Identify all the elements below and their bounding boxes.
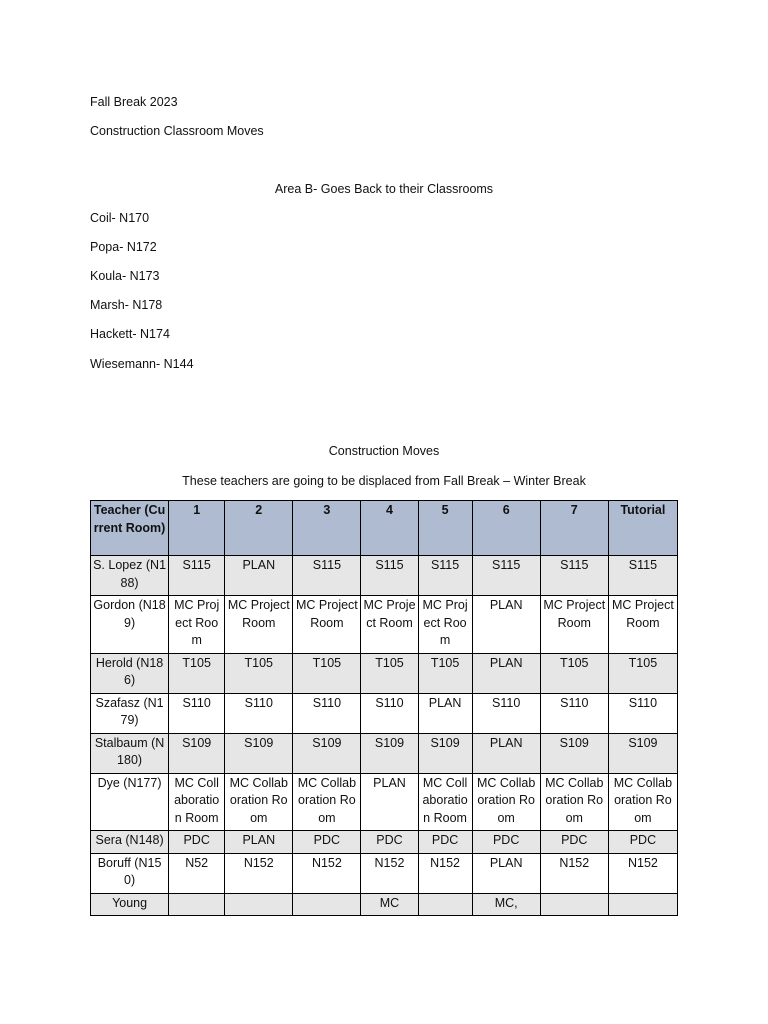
table-cell: T105 [225, 653, 293, 693]
table-cell: T105 [293, 653, 361, 693]
table-cell: PDC [418, 831, 472, 854]
table-row [91, 693, 678, 733]
table-cell: S110 [472, 693, 540, 733]
table-cell: PLAN [472, 853, 540, 893]
table-cell: S109 [169, 733, 225, 773]
table-cell: MC Project Room [169, 596, 225, 654]
table-cell: N152 [361, 853, 418, 893]
area-b-item: Marsh- N178 [90, 298, 163, 312]
table-row [91, 556, 678, 596]
document-subtitle: Construction Classroom Moves [90, 124, 264, 138]
table-cell: MC Collaboration Room [169, 773, 225, 831]
table-cell: S115 [540, 556, 608, 596]
teacher-cell: Young [91, 893, 169, 916]
teacher-cell: Dye (N177) [91, 773, 169, 831]
table-cell: PLAN [472, 733, 540, 773]
table-cell: PLAN [225, 831, 293, 854]
table-cell [293, 893, 361, 916]
table-cell: S115 [608, 556, 677, 596]
table-cell: S115 [361, 556, 418, 596]
teacher-cell: Herold (N186) [91, 653, 169, 693]
area-b-item: Wiesemann- N144 [90, 357, 194, 371]
table-cell: T105 [169, 653, 225, 693]
column-header: 7 [540, 501, 608, 556]
table-cell: MC Project Room [540, 596, 608, 654]
table-cell: PDC [540, 831, 608, 854]
column-header: Teacher (Current Room) [91, 501, 169, 556]
area-b-item: Coil- N170 [90, 211, 150, 225]
table-cell: PLAN [418, 693, 472, 733]
table-cell: N52 [169, 853, 225, 893]
table-cell: S109 [418, 733, 472, 773]
table-cell [169, 893, 225, 916]
column-header: 4 [361, 501, 418, 556]
area-b-heading: Area B- Goes Back to their Classrooms [274, 182, 494, 196]
area-b-item: Hackett- N174 [90, 327, 170, 341]
table-row [91, 773, 678, 831]
table-cell: N152 [608, 853, 677, 893]
column-header: 6 [472, 501, 540, 556]
table-cell: S115 [418, 556, 472, 596]
table-cell: MC Collaboration Room [540, 773, 608, 831]
teacher-cell: Boruff (N150) [91, 853, 169, 893]
column-header: 1 [169, 501, 225, 556]
table-cell: PLAN [472, 653, 540, 693]
table-cell: T105 [608, 653, 677, 693]
table-header-row [91, 501, 678, 556]
teacher-cell: Gordon (N189) [91, 596, 169, 654]
table-cell: S115 [293, 556, 361, 596]
table-cell: S109 [225, 733, 293, 773]
table-cell: MC Collaboration Room [225, 773, 293, 831]
column-header: 5 [418, 501, 472, 556]
table-cell: S109 [293, 733, 361, 773]
table-cell: MC Collaboration Room [608, 773, 677, 831]
table-cell: T105 [361, 653, 418, 693]
construction-moves-heading: Construction Moves [328, 444, 440, 458]
area-b-item: Koula- N173 [90, 269, 160, 283]
table-cell: S110 [225, 693, 293, 733]
table-cell: T105 [540, 653, 608, 693]
table-cell: S110 [608, 693, 677, 733]
table-cell: PLAN [472, 596, 540, 654]
column-header: 3 [293, 501, 361, 556]
table-cell: MC Collaboration Room [418, 773, 472, 831]
table-cell: PDC [169, 831, 225, 854]
table-cell: S115 [169, 556, 225, 596]
construction-moves-note: These teachers are going to be displaced from Fall Break – Winter Break [182, 474, 586, 488]
table-row [91, 596, 678, 654]
table-cell: MC Project Room [225, 596, 293, 654]
table-row [91, 653, 678, 693]
table-row [91, 893, 678, 916]
table-cell: S110 [293, 693, 361, 733]
teacher-cell: Sera (N148) [91, 831, 169, 854]
table-cell: MC Project Room [361, 596, 418, 654]
table-cell: PDC [472, 831, 540, 854]
table-cell: S110 [169, 693, 225, 733]
column-header: 2 [225, 501, 293, 556]
table-cell: S109 [608, 733, 677, 773]
table-row [91, 831, 678, 854]
table-row [91, 853, 678, 893]
teacher-cell: Stalbaum (N180) [91, 733, 169, 773]
table-cell: PDC [361, 831, 418, 854]
table-cell [540, 893, 608, 916]
table-cell: N152 [225, 853, 293, 893]
document-title: Fall Break 2023 [90, 95, 178, 109]
table-cell: N152 [418, 853, 472, 893]
table-cell: S110 [540, 693, 608, 733]
column-header: Tutorial [608, 501, 677, 556]
table-cell: PLAN [361, 773, 418, 831]
table-cell: PDC [293, 831, 361, 854]
table-cell: S110 [361, 693, 418, 733]
table-cell: MC Collaboration Room [293, 773, 361, 831]
teacher-cell: S. Lopez (N188) [91, 556, 169, 596]
table-cell: MC Project Room [418, 596, 472, 654]
table-cell: MC Collaboration Room [472, 773, 540, 831]
table-cell: T105 [418, 653, 472, 693]
table-cell: N152 [293, 853, 361, 893]
table-row [91, 733, 678, 773]
table-cell [225, 893, 293, 916]
table-cell: MC Project Room [608, 596, 677, 654]
construction-moves-table [90, 500, 678, 916]
table-cell: MC Project Room [293, 596, 361, 654]
table-cell: MC, [472, 893, 540, 916]
table-cell [608, 893, 677, 916]
table-cell: N152 [540, 853, 608, 893]
table-cell: PDC [608, 831, 677, 854]
table-cell: MC [361, 893, 418, 916]
table-cell [418, 893, 472, 916]
table-cell: S115 [472, 556, 540, 596]
teacher-cell: Szafasz (N179) [91, 693, 169, 733]
table-cell: S109 [361, 733, 418, 773]
table-cell: S109 [540, 733, 608, 773]
area-b-item: Popa- N172 [90, 240, 157, 254]
table-cell: PLAN [225, 556, 293, 596]
